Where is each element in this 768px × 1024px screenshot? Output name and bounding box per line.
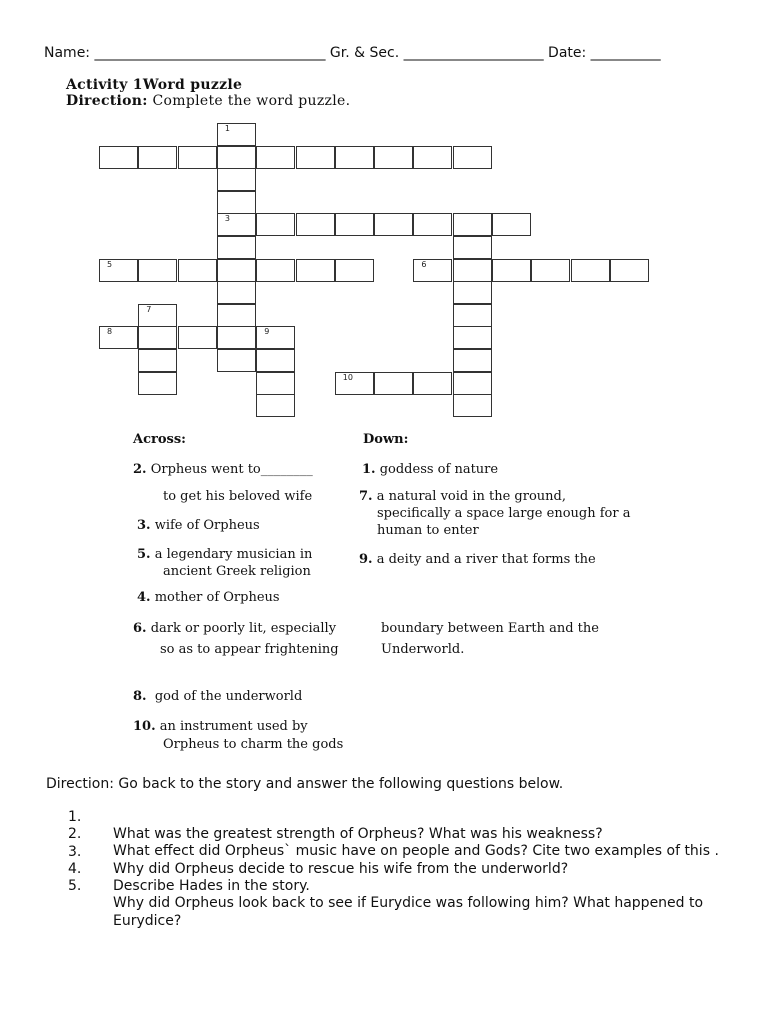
- across-clue-5: 5. a legendary musician in: [137, 547, 313, 562]
- crossword-cell[interactable]: [296, 213, 335, 236]
- crossword-cell[interactable]: [217, 146, 256, 169]
- crossword-cell[interactable]: [217, 304, 256, 327]
- crossword-cell[interactable]: [99, 259, 138, 282]
- crossword-cell[interactable]: [453, 259, 492, 282]
- crossword-cell[interactable]: [335, 213, 374, 236]
- crossword-cell[interactable]: [217, 213, 256, 236]
- question-text: Describe Hades in the story.: [113, 878, 310, 894]
- down-clue-9-cont2: Underworld.: [381, 642, 465, 657]
- crossword-cell[interactable]: [178, 259, 217, 282]
- clue-number-label: 5: [107, 259, 113, 269]
- crossword-cell[interactable]: [256, 372, 295, 395]
- crossword-cell[interactable]: [453, 304, 492, 327]
- crossword-cell[interactable]: [99, 326, 138, 349]
- crossword-cell[interactable]: [256, 146, 295, 169]
- crossword-cell[interactable]: [492, 213, 531, 236]
- header-fields-line: Name: _________________________________ Gr. & Sec. ____________________ Date: __________: [44, 45, 661, 61]
- down-clue-7-cont: specifically a space large enough for a: [377, 506, 631, 521]
- crossword-cell[interactable]: [256, 213, 295, 236]
- crossword-cell[interactable]: [453, 281, 492, 304]
- across-clue-6-cont: so as to appear frightening: [160, 642, 339, 657]
- crossword-grid: [0, 0, 768, 430]
- crossword-cell[interactable]: [217, 236, 256, 259]
- crossword-cell[interactable]: [256, 394, 295, 417]
- across-clue-10-cont: Orpheus to charm the gods: [163, 737, 344, 752]
- question-number: 4.: [68, 861, 82, 877]
- clue-number-label: 6: [421, 259, 427, 269]
- crossword-cell[interactable]: [374, 146, 413, 169]
- crossword-cell[interactable]: [256, 326, 295, 349]
- crossword-cell[interactable]: [413, 259, 452, 282]
- crossword-cell[interactable]: [178, 146, 217, 169]
- question-number: 5.: [68, 878, 82, 894]
- across-clue-3: 3. wife of Orpheus: [137, 518, 260, 533]
- clue-number-label: 3: [224, 214, 230, 224]
- crossword-cell[interactable]: [335, 146, 374, 169]
- question-number: 3.: [68, 844, 82, 860]
- across-clue-2: 2. Orpheus went to________: [133, 462, 313, 477]
- crossword-cell[interactable]: [296, 146, 335, 169]
- activity-title: Activity 1Word puzzle: [66, 77, 243, 93]
- crossword-cell[interactable]: [217, 191, 256, 214]
- across-clue-6: 6. dark or poorly lit, especially: [133, 621, 337, 636]
- crossword-cell[interactable]: [374, 372, 413, 395]
- crossword-cell[interactable]: [453, 326, 492, 349]
- crossword-cell[interactable]: [217, 259, 256, 282]
- clue-number-label: 7: [146, 304, 152, 314]
- down-clue-7-cont2: human to enter: [377, 523, 479, 538]
- crossword-cell[interactable]: [492, 259, 531, 282]
- crossword-cell[interactable]: [453, 236, 492, 259]
- crossword-cell[interactable]: [138, 349, 177, 372]
- crossword-cell[interactable]: [453, 213, 492, 236]
- down-clue-7: 7. a natural void in the ground,: [359, 489, 566, 504]
- across-clue-2-cont: to get his beloved wife: [163, 489, 313, 504]
- down-clue-9-cont: boundary between Earth and the: [381, 621, 599, 636]
- across-clue-4: 4. mother of Orpheus: [137, 590, 280, 605]
- crossword-cell[interactable]: [99, 146, 138, 169]
- down-heading: Down:: [363, 432, 409, 447]
- crossword-cell[interactable]: [413, 146, 452, 169]
- crossword-cell[interactable]: [256, 259, 295, 282]
- question-number: 2.: [68, 826, 82, 842]
- across-clue-5-cont: ancient Greek religion: [163, 564, 311, 579]
- crossword-cell[interactable]: [610, 259, 649, 282]
- crossword-cell[interactable]: [217, 349, 256, 372]
- crossword-cell[interactable]: [217, 123, 256, 146]
- crossword-cell[interactable]: [256, 349, 295, 372]
- crossword-cell[interactable]: [413, 213, 452, 236]
- crossword-cell[interactable]: [217, 281, 256, 304]
- question-text: What effect did Orpheus` music have on people and Gods? Cite two examples of this .: [113, 843, 719, 859]
- crossword-cell[interactable]: [413, 372, 452, 395]
- crossword-cell[interactable]: [178, 326, 217, 349]
- down-clue-1: 1. goddess of nature: [362, 462, 499, 477]
- crossword-cell[interactable]: [296, 259, 335, 282]
- crossword-cell[interactable]: [335, 372, 374, 395]
- crossword-cell[interactable]: [453, 349, 492, 372]
- direction-label: Direction:: [66, 93, 148, 109]
- clue-number-label: 10: [342, 372, 353, 382]
- question-text: Why did Orpheus decide to rescue his wife from the underworld?: [113, 861, 569, 877]
- crossword-cell[interactable]: [531, 259, 570, 282]
- crossword-cell[interactable]: [217, 326, 256, 349]
- clue-number-label: 1: [224, 124, 230, 133]
- across-clue-8: 8. god of the underworld: [133, 689, 303, 704]
- crossword-cell[interactable]: [374, 213, 413, 236]
- crossword-cell[interactable]: [335, 259, 374, 282]
- down-clue-9: 9. a deity and a river that forms the: [359, 552, 596, 567]
- crossword-cell[interactable]: [138, 326, 177, 349]
- direction-text: Complete the word puzzle.: [147, 93, 351, 109]
- across-heading: Across:: [133, 432, 186, 447]
- question-text: Why did Orpheus look back to see if Eurydice was following him? What happened to Eurydice?: [113, 895, 704, 929]
- crossword-cell[interactable]: [453, 394, 492, 417]
- crossword-cell[interactable]: [138, 304, 177, 327]
- across-clue-10: 10. an instrument used by: [133, 719, 308, 734]
- crossword-cell[interactable]: [571, 259, 610, 282]
- crossword-cell[interactable]: [138, 146, 177, 169]
- crossword-cell[interactable]: [138, 259, 177, 282]
- clue-number-label: 9: [264, 327, 270, 337]
- crossword-cell[interactable]: [453, 146, 492, 169]
- question-number: 1.: [68, 809, 82, 825]
- crossword-cell[interactable]: [217, 168, 256, 191]
- crossword-cell[interactable]: [453, 372, 492, 395]
- question-text: What was the greatest strength of Orpheus? What was his weakness?: [113, 826, 603, 842]
- clue-number-label: 8: [107, 327, 113, 337]
- crossword-cell[interactable]: [138, 372, 177, 395]
- questions-direction: Direction: Go back to the story and answer the following questions below.: [46, 776, 564, 792]
